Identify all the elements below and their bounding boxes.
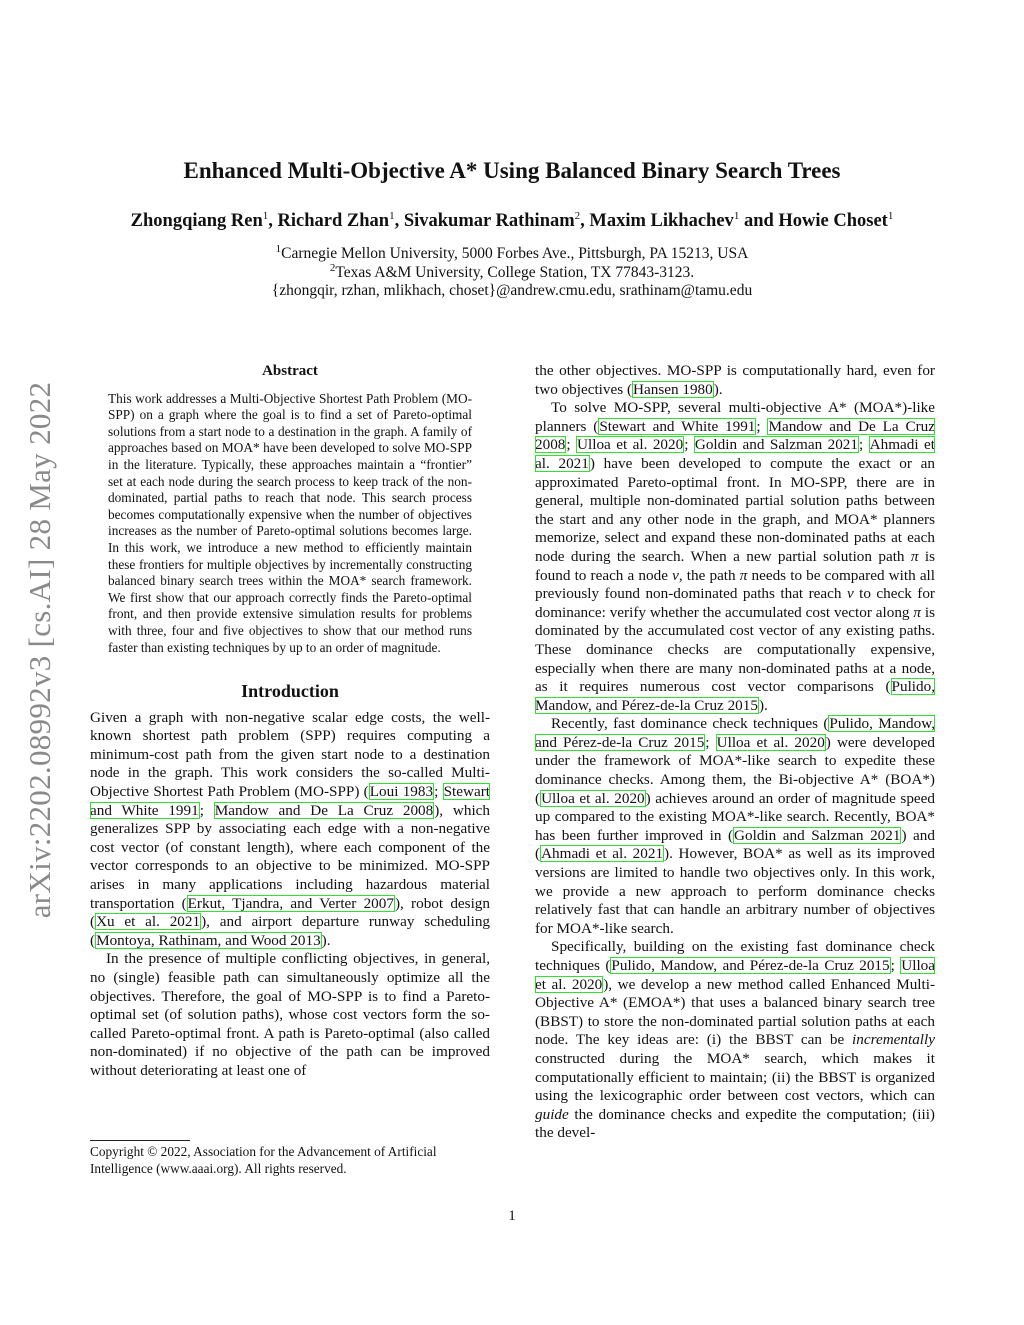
- citation-link[interactable]: Ulloa et al. 2020: [716, 733, 825, 751]
- author-separator: and: [739, 211, 779, 232]
- abstract-heading: Abstract: [262, 363, 318, 379]
- page-number: 1: [508, 1208, 516, 1224]
- citation-link[interactable]: Loui 1983: [369, 783, 434, 801]
- text-run: to check for dominance: verify whether the accumulated cost vector along: [535, 585, 935, 621]
- arxiv-identifier: arXiv:2202.08992v3 [cs.AI] 28 May 2022: [22, 381, 57, 919]
- citation-link[interactable]: Hansen 1980: [633, 380, 713, 398]
- author-list: [0, 210, 1024, 232]
- left-column: [90, 362, 490, 1081]
- author-affiliation-mark: 1: [887, 210, 894, 222]
- text-run: needs to be compared with all previously found non-dominated paths that reach: [535, 566, 935, 603]
- text-run: is found to reach a node: [535, 547, 935, 584]
- author-name: Richard Zhan: [277, 211, 390, 232]
- citation-link[interactable]: Ulloa et al. 2020: [541, 789, 645, 807]
- intro-paragraph-4: [535, 715, 935, 938]
- author-affiliation-mark: 1: [389, 210, 395, 222]
- citation-link[interactable]: Stewart and White 1991: [90, 783, 490, 819]
- citation-link[interactable]: Mandow and De La Cruz 2008: [214, 801, 434, 819]
- text-run: is dominated by the accumulated cost vector of any existing paths. These dominance checks are computationally expensive, especially when there are many non-dominated paths at a node, as it requires numerous cost vector comparisons (: [535, 603, 935, 696]
- math-symbol: π: [910, 547, 919, 565]
- copyright-text: Copyright © 2022, Association for the Advancement of Artificial Intelligence (www.aaai.org). All rights reserved.: [90, 1144, 437, 1176]
- intro-paragraph-1: [90, 709, 490, 951]
- arxiv-sidebar: [10, 350, 70, 950]
- citation-link[interactable]: Ulloa et al. 2020: [577, 436, 684, 454]
- author-affiliation-mark: 2: [574, 210, 581, 222]
- text-run: the other objectives. MO-SPP is computationally hard, even for two objectives (: [535, 362, 935, 398]
- citation-link[interactable]: Erkut, Tjandra, and Verter 2007: [187, 894, 394, 912]
- math-symbol: π: [913, 603, 921, 621]
- citation-link[interactable]: Montoya, Rathinam, and Wood 2013: [96, 931, 321, 949]
- text-run: ;: [566, 436, 577, 454]
- text-run: ), which generalizes SPP by associating each edge with a non-negative cost vector (of constant length), where each component of the vector corresponds to an objective to be minimized. MO-SPP arises in many applications including hazardous material transportation (: [90, 801, 490, 912]
- text-run: ;: [705, 733, 716, 751]
- text-run: ), and airport departure runway scheduling (: [90, 913, 491, 949]
- text-run: Specifically, building on the existing fast dominance check techniques (: [535, 938, 935, 974]
- footnote-rule: [90, 1140, 190, 1141]
- author-separator: ,: [394, 211, 404, 232]
- text-run: ), we develop a new method called Enhanced Multi-Objective A* (EMOA*) that uses a balanced binary search tree (BBST) to store the non-dominated partial solution paths at each node. The key ideas are: (i) the BBST can be: [535, 975, 936, 1049]
- text-run: constructed during the MOA* search, which makes it computationally efficient to maintain; (ii) the BBST is organized using the lexicographic order between cost vectors, which can: [535, 1049, 935, 1105]
- author-emails: {zhongqir, rzhan, mlikhach, choset}@andrew.cmu.edu, srathinam@tamu.edu: [271, 282, 753, 299]
- text-run: ).: [758, 696, 768, 714]
- introduction-heading: Introduction: [241, 681, 339, 702]
- text-run: ;: [756, 417, 768, 435]
- text-run: ;: [890, 957, 901, 974]
- affiliation-2-text: Texas A&M University, College Station, TX 77843-3123.: [335, 264, 695, 282]
- citation-link[interactable]: Goldin and Salzman 2021: [694, 436, 858, 454]
- citation-link[interactable]: Pulido, Mandow, and Pérez-de-la Cruz 2015: [611, 957, 890, 974]
- affiliation-1-mark: 1: [275, 243, 282, 255]
- text-run: ;: [434, 783, 443, 801]
- citation-link[interactable]: Ahmadi et al. 2021: [541, 845, 664, 863]
- author-name: Sivakumar Rathinam: [403, 211, 575, 232]
- citation-link[interactable]: Goldin and Salzman 2021: [734, 826, 901, 844]
- text-run: ) have been developed to compute the exact or an approximated Pareto-optimal front. In MO-SPP, there are in general, multiple non-dominated partial solution paths between the start and any other node in the graph, and MOA* planners memorize, select and expand these non-dominated paths at each node during the search. When a new partial solution path: [535, 454, 935, 565]
- citation-link[interactable]: Mandow and De La Cruz 2008: [535, 417, 935, 454]
- author-name: Zhongqiang Ren: [130, 211, 263, 232]
- text-run: Given a graph with non-negative scalar edge costs, the well-known shortest path problem (SPP) requires computing a minimum-cost path from the given start node to a destination node in the graph. This work considers the so-called Multi-Objective Shortest Path Problem (MO-SPP) (: [90, 708, 490, 801]
- affiliation-2-mark: 2: [329, 262, 336, 274]
- text-run: ) and (: [535, 826, 935, 863]
- text-run: Recently, fast dominance check techniques (: [551, 715, 829, 733]
- citation-link[interactable]: Ulloa et al. 2020: [535, 957, 935, 993]
- text-run: ;: [199, 801, 214, 819]
- author-name: Howie Choset: [778, 211, 888, 232]
- abstract-text: This work addresses a Multi-Objective Shortest Path Problem (MO-SPP) on a graph where the goal is to find a set of Pareto-optimal solutions from a start node to a destination in the graph. A family of approaches based on MOA* have been developed to solve MO-SPP in the literature. Typically, these approaches maintain a “frontier” set at each node during the search process to keep track of the non-dominated, partial paths to reach that node. This search process becomes computationally expensive when the number of objectives increases as the number of Pareto-optimal solutions becomes large. In this work, we introduce a new method to efficiently maintain these frontiers for multiple objectives by incrementally constructing balanced binary search trees within the MOA* search framework. We first show that our approach correctly finds the Pareto-optimal front, and then provide extensive simulation results for problems with three, four and five objectives to show that our method runs faster than existing techniques by up to an order of magnitude.: [108, 390, 472, 655]
- text-run: In the presence of multiple conflicting objectives, in general, no (single) feasible path can simultaneously optimize all the objectives. Therefore, the goal of MO-SPP is to find a Pareto-optimal set (of solution paths), whose cost vectors form the so-called Pareto-optimal front. A path is Pareto-optimal (also called non-dominated) if no objective of the path can be improved without deteriorating at least one of: [90, 950, 490, 1079]
- text-run: ), robot design (: [90, 894, 490, 931]
- emphasis: incrementally: [852, 1031, 935, 1049]
- text-run: ) were developed under the framework of MOA*-like search to expedite these dominance checks. Among them, the Bi-objective A* (BOA*) (: [535, 733, 935, 807]
- author-name: Maxim Likhachev: [589, 211, 734, 232]
- citation-link[interactable]: Ahmadi et al. 2021: [535, 436, 935, 472]
- text-run: ;: [858, 436, 869, 454]
- author-affiliation-mark: 1: [262, 210, 269, 222]
- intro-paragraph-2: [90, 950, 490, 1080]
- right-column: [535, 362, 935, 1143]
- text-run: , the path: [678, 566, 740, 584]
- citation-link[interactable]: Xu et al. 2021: [96, 913, 201, 931]
- text-run: ). However, BOA* as well as its improved versions are limited to handle two objectives only. In this work, we provide a new approach to perform dominance checks relatively fast that can handle an arbitrary number of objectives for MOA*-like search.: [535, 845, 935, 937]
- citation-link[interactable]: Pulido, Mandow, and Pérez-de-la Cruz 2015: [535, 715, 935, 751]
- citation-link[interactable]: Pulido, Mandow, and Pérez-de-la Cruz 2015: [535, 678, 935, 714]
- affiliation-1-text: Carnegie Mellon University, 5000 Forbes Ave., Pittsburgh, PA 15213, USA: [281, 245, 749, 263]
- author-separator: ,: [580, 211, 590, 232]
- text-run: the dominance checks and expedite the computation; (iii) the devel-: [535, 1105, 935, 1142]
- intro-paragraph-2-continued: [535, 362, 935, 399]
- author-separator: ,: [268, 211, 278, 232]
- paper-title: Enhanced Multi-Objective A* Using Balanced Binary Search Trees: [183, 158, 841, 183]
- text-run: To solve MO-SPP, several multi-objective A* (MOA*)-like planners (: [535, 399, 935, 435]
- text-run: ).: [321, 931, 331, 949]
- affiliation-1: [0, 243, 1024, 263]
- intro-paragraph-5: [535, 938, 935, 1143]
- citation-link[interactable]: Stewart and White 1991: [599, 417, 756, 435]
- author-affiliation-mark: 1: [733, 210, 740, 222]
- text-run: ;: [684, 436, 694, 454]
- math-symbol: v: [846, 585, 854, 603]
- emphasis: guide: [535, 1105, 569, 1123]
- copyright-footnote: [90, 1140, 490, 1177]
- math-symbol: π: [739, 566, 748, 584]
- text-run: ) achieves around an order of magnitude speed up compared to the existing MOA*-like search. Recently, BOA* has been further improved in (: [535, 789, 935, 844]
- affiliation-2: [0, 262, 1024, 282]
- math-symbol: v: [672, 566, 679, 584]
- text-run: ).: [713, 380, 723, 398]
- intro-paragraph-3: [535, 399, 935, 715]
